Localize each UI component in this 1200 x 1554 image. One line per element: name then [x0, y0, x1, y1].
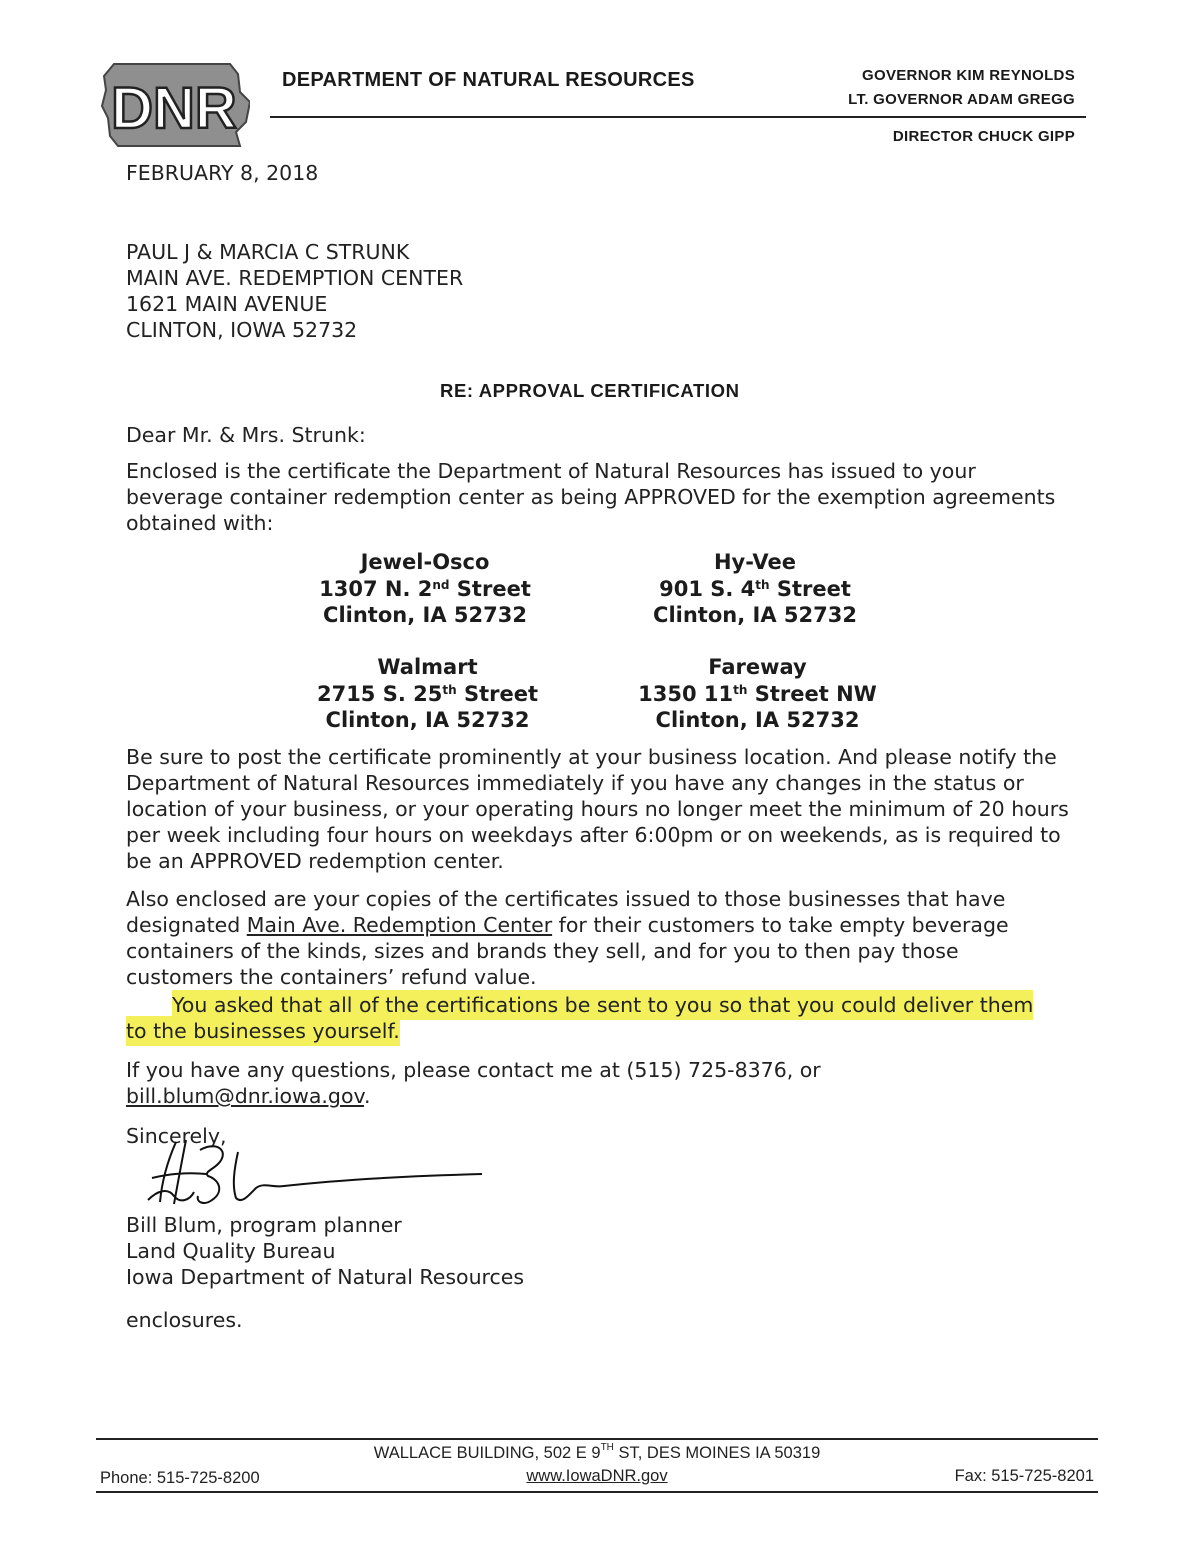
signatory-name: Bill Blum, program planner	[126, 1213, 402, 1237]
subject-line: RE: APPROVAL CERTIFICATION	[440, 380, 740, 401]
recipient-line: CLINTON, IOWA 52732	[126, 318, 358, 342]
governor-name: GOVERNOR KIM REYNOLDS	[862, 67, 1075, 84]
recipient-address	[126, 239, 463, 343]
highlighted-note: You asked that all of the certifications be sent to you so that you could deliver them to the businesses yourself.	[126, 992, 1046, 1044]
store-name: Walmart	[377, 655, 478, 679]
store-block	[300, 654, 555, 734]
signatory-block	[126, 1212, 524, 1290]
store-street: 1307 N. 2nd Street	[319, 576, 531, 601]
signature-icon	[138, 1130, 488, 1215]
enclosures-note: enclosures.	[126, 1308, 243, 1332]
store-city: Clinton, IA 52732	[653, 603, 857, 627]
dnr-logo	[100, 62, 250, 148]
footer-website-wrap	[96, 1467, 1098, 1486]
signatory-org: Iowa Department of Natural Resources	[126, 1265, 525, 1289]
store-city: Clinton, IA 52732	[655, 708, 860, 732]
footer-address: WALLACE BUILDING, 502 E 9TH ST, DES MOINES IA 50319	[373, 1442, 821, 1462]
footer-phone: Phone: 515-725-8200	[100, 1469, 260, 1487]
questions-paragraph: If you have any questions, please contact me at (515) 725-8376, or bill.blum@dnr.iowa.gov.	[126, 1058, 821, 1108]
store-street: 1350 11th Street NW	[638, 681, 877, 706]
store-block	[300, 549, 550, 629]
sincerely: Sincerely,	[126, 1124, 227, 1148]
director-name: DIRECTOR CHUCK GIPP	[892, 128, 1075, 145]
store-city: Clinton, IA 52732	[325, 708, 530, 732]
also-enclosed-paragraph: Also enclosed are your copies of the certificates issued to those businesses that have designated Main Ave. Redemption Center for their customers to take empty beverage containers of the kinds, sizes and brands they sell, and for you to then pay those customers the containers’ refund value.	[126, 887, 1009, 989]
store-street: 901 S. 4th Street	[659, 576, 851, 601]
store-block	[630, 549, 880, 629]
recipient-line: PAUL J & MARCIA C STRUNK	[126, 240, 410, 264]
footer-fax: Fax: 515-725-8201	[954, 1467, 1094, 1485]
signature	[138, 1130, 488, 1215]
footer-bottom-rule	[96, 1491, 1098, 1493]
store-name: Jewel-Osco	[360, 550, 490, 574]
letterhead-rule	[270, 116, 1086, 118]
email-link[interactable]: bill.blum@dnr.iowa.gov	[126, 1084, 365, 1108]
redemption-center-name: Main Ave. Redemption Center	[246, 913, 553, 937]
letter-date: FEBRUARY 8, 2018	[126, 161, 319, 185]
store-street: 2715 S. 25th Street	[316, 681, 539, 706]
intro-paragraph: Enclosed is the certificate the Department of Natural Resources has issued to your beverage container redemption center as being APPROVED for the exemption agreements obtained with:	[126, 459, 1056, 535]
recipient-line: MAIN AVE. REDEMPTION CENTER	[126, 266, 464, 290]
recipient-line: 1621 MAIN AVENUE	[126, 292, 328, 316]
footer-website-link[interactable]: www.IowaDNR.gov	[526, 1467, 668, 1485]
iowa-map-logo-icon	[100, 62, 250, 148]
signatory-bureau: Land Quality Bureau	[126, 1239, 336, 1263]
store-block	[625, 654, 890, 734]
footer-top-rule	[96, 1438, 1098, 1440]
salutation: Dear Mr. & Mrs. Strunk:	[126, 423, 366, 447]
logo-text: DNR	[111, 76, 237, 141]
department-name: DEPARTMENT OF NATURAL RESOURCES	[282, 69, 695, 91]
store-name: Fareway	[708, 655, 807, 679]
lt-governor-name: LT. GOVERNOR ADAM GREGG	[848, 91, 1075, 108]
store-name: Hy-Vee	[713, 550, 797, 574]
post-certificate-paragraph: Be sure to post the certificate prominently at your business location. And please notify the Department of Natural Resources immediately if you have any changes in the status or location of your business, or your operating hours no longer meet the minimum of 20 hours per week including four hours on weekdays after 6:00pm or on weekends, as is required to be an APPROVED redemption center.	[126, 745, 1069, 873]
store-city: Clinton, IA 52732	[323, 603, 527, 627]
